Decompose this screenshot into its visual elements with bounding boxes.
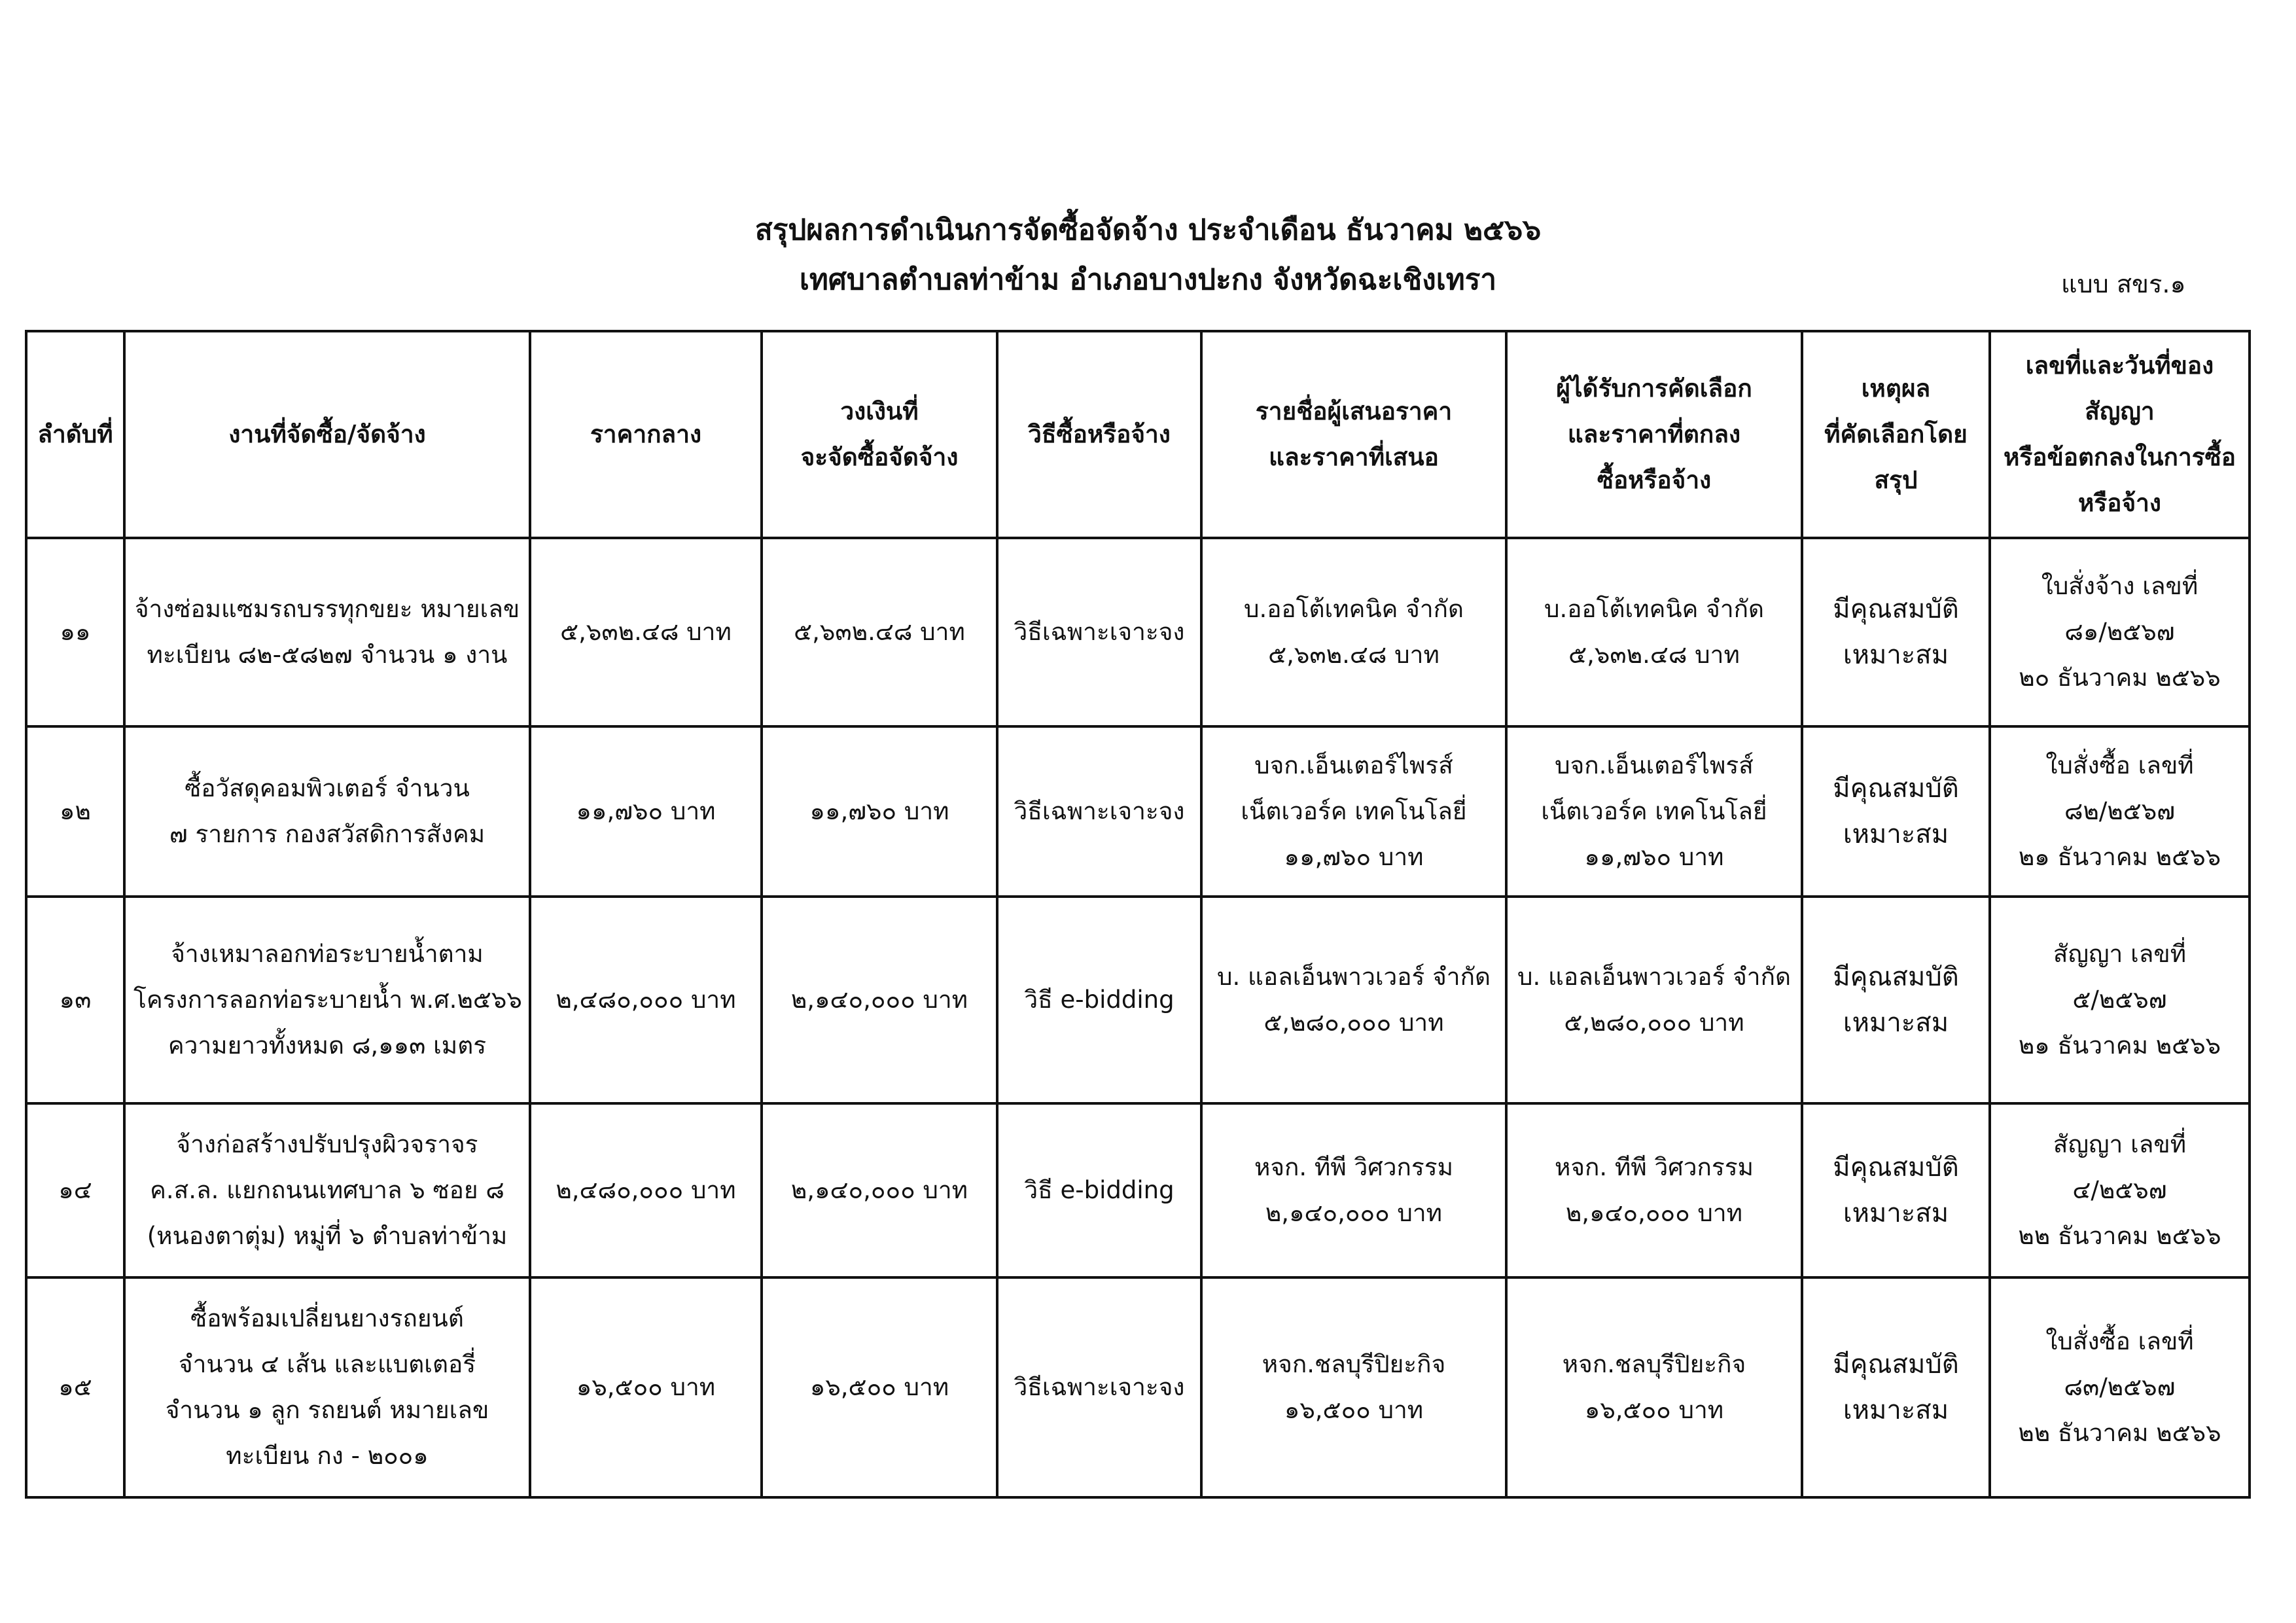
cell-selected <box>1506 1103 1802 1277</box>
procurement-table <box>25 330 2251 1499</box>
cell-text: เหมาะสม <box>1843 1198 1949 1228</box>
cell-budget <box>762 1103 997 1277</box>
cell-text: ๕,๖๓๒.๔๘ บาท <box>1268 641 1439 669</box>
cell-text: สัญญา <box>2085 397 2155 425</box>
cell-text: ๒๒ ธันวาคม ๒๕๖๖ <box>2018 1222 2221 1250</box>
cell-budget <box>762 1277 997 1497</box>
cell-no <box>26 538 124 726</box>
col-header-median-price <box>530 331 762 538</box>
col-header-no <box>26 331 124 538</box>
cell-text: ๑๖,๕๐๐ บาท <box>809 1373 949 1401</box>
cell-bidders <box>1201 1277 1506 1497</box>
cell-text: มีคุณสมบัติ <box>1833 962 1959 992</box>
cell-text: ๑๖,๕๐๐ บาท <box>1284 1396 1424 1424</box>
cell-work <box>124 897 530 1103</box>
cell-bidders <box>1201 726 1506 897</box>
cell-reason <box>1802 726 1990 897</box>
col-header-method <box>997 331 1201 538</box>
cell-text: จำนวน ๔ เส้น และแบตเตอรี่ <box>178 1350 476 1378</box>
cell-text: ใบสั่งซื้อ เลขที่ <box>2045 1327 2194 1355</box>
table-row <box>26 726 2250 897</box>
col-header-selected <box>1506 331 1802 538</box>
cell-text: ๑๑,๗๖๐ บาท <box>809 797 949 825</box>
cell-text: ๑๖,๕๐๐ บาท <box>576 1373 716 1401</box>
cell-no <box>26 726 124 897</box>
cell-method <box>997 1277 1201 1497</box>
cell-text: วิธี e-bidding <box>1024 986 1174 1014</box>
cell-text: ๒๐ ธันวาคม ๒๕๖๖ <box>2019 664 2221 692</box>
cell-text: ลำดับที่ <box>37 420 113 448</box>
cell-reason <box>1802 897 1990 1103</box>
col-header-bidders <box>1201 331 1506 538</box>
cell-bidders <box>1201 897 1506 1103</box>
cell-text: หจก. ทีพี วิศวกรรม <box>1254 1153 1454 1181</box>
cell-text: ๑๑,๗๖๐ บาท <box>1284 843 1424 871</box>
cell-text: เหมาะสม <box>1843 1008 1949 1038</box>
cell-text: ๑๔ <box>58 1176 92 1204</box>
cell-text: วิธีเฉพาะเจาะจง <box>1014 797 1185 825</box>
cell-median-price <box>530 1103 762 1277</box>
cell-text: ๑๕ <box>58 1373 92 1401</box>
cell-text: ๑๓ <box>59 986 92 1014</box>
col-header-budget <box>762 331 997 538</box>
cell-work <box>124 1277 530 1497</box>
cell-bidders <box>1201 1103 1506 1277</box>
cell-text: สัญญา เลขที่ <box>2053 940 2187 968</box>
cell-text: ๕,๒๘๐,๐๐๐ บาท <box>1263 1008 1444 1037</box>
cell-work <box>124 538 530 726</box>
col-header-reason <box>1802 331 1990 538</box>
cell-text: หจก.ชลบุรีปิยะกิจ <box>1262 1350 1446 1378</box>
cell-text: ซื้อหรือจ้าง <box>1597 466 1712 494</box>
col-header-contract <box>1990 331 2250 538</box>
cell-text: ทะเบียน กง - ๒๐๐๑ <box>226 1442 429 1470</box>
cell-text: ๑๒ <box>60 797 91 825</box>
cell-text: หรือข้อตกลงในการซื้อ <box>2004 443 2236 471</box>
cell-text: วงเงินที่ <box>840 397 919 425</box>
cell-text: จ้างก่อสร้างปรับปรุงผิวจราจร <box>176 1130 478 1158</box>
cell-text: บ.ออโต้เทคนิค จำกัด <box>1243 595 1464 623</box>
cell-median-price <box>530 897 762 1103</box>
cell-text: และราคาที่ตกลง <box>1567 420 1741 448</box>
cell-text: ๒๒ ธันวาคม ๒๕๖๖ <box>2018 1419 2221 1447</box>
cell-contract <box>1990 1103 2250 1277</box>
cell-text: ๘๓/๒๕๖๗ <box>2064 1373 2176 1401</box>
cell-text: ๘๑/๒๕๖๗ <box>2064 618 2175 646</box>
cell-text: ค.ส.ล. แยกถนนเทศบาล ๖ ซอย ๘ <box>150 1176 504 1204</box>
cell-text: บ. แอลเอ็นพาวเวอร์ จำกัด <box>1517 963 1792 991</box>
cell-contract <box>1990 897 2250 1103</box>
cell-no <box>26 1103 124 1277</box>
cell-text: มีคุณสมบัติ <box>1833 1349 1959 1380</box>
cell-text: ๒,๑๔๐,๐๐๐ บาท <box>1565 1199 1743 1227</box>
cell-text: ๔/๒๕๖๗ <box>2072 1176 2167 1204</box>
cell-text: ซื้อพร้อมเปลี่ยนยางรถยนต์ <box>190 1304 464 1332</box>
cell-text: ที่คัดเลือกโดย <box>1824 420 1968 448</box>
cell-selected <box>1506 726 1802 897</box>
cell-text: ๒,๑๔๐,๐๐๐ บาท <box>790 1176 968 1204</box>
cell-text: ผู้ได้รับการคัดเลือก <box>1556 374 1752 402</box>
cell-no <box>26 1277 124 1497</box>
cell-selected <box>1506 1277 1802 1497</box>
cell-text: ๗ รายการ กองสวัสดิการสังคม <box>169 820 486 848</box>
page-subtitle: เทศบาลตำบลท่าข้าม อำเภอบางปะกง จังหวัดฉะเชิงเทรา <box>799 263 1497 296</box>
cell-method <box>997 1103 1201 1277</box>
page-title: สรุปผลการดำเนินการจัดซื้อจัดจ้าง ประจำเดือน ธันวาคม ๒๕๖๖ <box>754 213 1542 247</box>
table-row <box>26 1103 2250 1277</box>
cell-text: มีคุณสมบัติ <box>1833 594 1959 624</box>
table-body <box>26 538 2250 1497</box>
cell-text: ๒,๑๔๐,๐๐๐ บาท <box>1265 1199 1443 1227</box>
cell-text: บ. แอลเอ็นพาวเวอร์ จำกัด <box>1216 963 1491 991</box>
cell-text: เน็ตเวอร์ค เทคโนโลยี่ <box>1541 797 1767 825</box>
cell-text: ๑๑,๗๖๐ บาท <box>1584 843 1724 871</box>
cell-budget <box>762 538 997 726</box>
cell-text: ความยาวทั้งหมด ๘,๑๑๓ เมตร <box>168 1031 487 1060</box>
cell-text: ๑๖,๕๐๐ บาท <box>1584 1396 1724 1424</box>
cell-text: ใบสั่งซื้อ เลขที่ <box>2045 751 2194 779</box>
cell-work <box>124 1103 530 1277</box>
cell-text: วิธีเฉพาะเจาะจง <box>1014 618 1185 646</box>
cell-text: ๒,๔๘๐,๐๐๐ บาท <box>556 1176 736 1204</box>
cell-text: โครงการลอกท่อระบายน้ำ พ.ศ.๒๕๖๖ <box>133 986 522 1014</box>
cell-selected <box>1506 538 1802 726</box>
cell-work <box>124 726 530 897</box>
cell-text: บจก.เอ็นเตอร์ไพรส์ <box>1555 751 1754 779</box>
cell-method <box>997 538 1201 726</box>
cell-text: มีคุณสมบัติ <box>1833 774 1959 804</box>
cell-text: ราคากลาง <box>590 420 702 448</box>
table-row <box>26 897 2250 1103</box>
cell-budget <box>762 897 997 1103</box>
cell-contract <box>1990 1277 2250 1497</box>
cell-method <box>997 897 1201 1103</box>
cell-method <box>997 726 1201 897</box>
cell-budget <box>762 726 997 897</box>
cell-text: ๕/๒๕๖๗ <box>2072 986 2167 1014</box>
cell-reason <box>1802 538 1990 726</box>
cell-text: จ้างเหมาลอกท่อระบายน้ำตาม <box>171 940 484 968</box>
cell-text: วิธี e-bidding <box>1024 1176 1174 1204</box>
cell-text: ทะเบียน ๘๒-๕๘๒๗ จำนวน ๑ งาน <box>147 641 508 669</box>
cell-text: หรือจ้าง <box>2077 489 2161 517</box>
table-header-row <box>26 331 2250 538</box>
cell-text: ๘๒/๒๕๖๗ <box>2064 797 2176 825</box>
cell-text: ๕,๖๓๒.๔๘ บาท <box>794 618 965 646</box>
cell-text: (หนองตาตุ่ม) หมู่ที่ ๖ ตำบลท่าข้าม <box>147 1222 508 1250</box>
cell-text: วิธีเฉพาะเจาะจง <box>1014 1373 1185 1401</box>
cell-text: สรุป <box>1874 466 1918 494</box>
cell-text: ๑๑,๗๖๐ บาท <box>576 797 716 825</box>
cell-text: มีคุณสมบัติ <box>1833 1152 1959 1183</box>
cell-selected <box>1506 897 1802 1103</box>
cell-text: ๕,๖๓๒.๔๘ บาท <box>1568 641 1740 669</box>
cell-text: จะจัดซื้อจัดจ้าง <box>800 443 959 471</box>
table-row <box>26 538 2250 726</box>
cell-text: เหมาะสม <box>1843 1395 1949 1425</box>
cell-text: จ้างซ่อมแซมรถบรรทุกขยะ หมายเลข <box>134 595 520 623</box>
cell-text: สัญญา เลขที่ <box>2053 1130 2187 1158</box>
cell-median-price <box>530 726 762 897</box>
cell-text: จำนวน ๑ ลูก รถยนต์ หมายเลข <box>165 1396 489 1424</box>
cell-text: งานที่จัดซื้อ/จัดจ้าง <box>228 420 426 448</box>
cell-text: ๕,๒๘๐,๐๐๐ บาท <box>1564 1008 1744 1037</box>
cell-text: บจก.เอ็นเตอร์ไพรส์ <box>1254 751 1453 779</box>
cell-text: เหมาะสม <box>1843 640 1949 670</box>
cell-text: ๒๑ ธันวาคม ๒๕๖๖ <box>2018 843 2221 871</box>
cell-contract <box>1990 726 2250 897</box>
cell-no <box>26 897 124 1103</box>
cell-median-price <box>530 538 762 726</box>
cell-contract <box>1990 538 2250 726</box>
cell-reason <box>1802 1103 1990 1277</box>
cell-text: ๒,๔๘๐,๐๐๐ บาท <box>556 986 736 1014</box>
cell-bidders <box>1201 538 1506 726</box>
cell-text: หจก. ทีพี วิศวกรรม <box>1554 1153 1754 1181</box>
cell-text: หจก.ชลบุรีปิยะกิจ <box>1562 1350 1746 1378</box>
cell-text: เหตุผล <box>1861 374 1931 402</box>
cell-text: ๑๑ <box>60 618 91 646</box>
cell-text: เหมาะสม <box>1843 819 1949 849</box>
cell-text: ๒,๑๔๐,๐๐๐ บาท <box>790 986 968 1014</box>
cell-text: ๒๑ ธันวาคม ๒๕๖๖ <box>2018 1031 2221 1060</box>
cell-text: และราคาที่เสนอ <box>1269 443 1439 471</box>
table-row <box>26 1277 2250 1497</box>
cell-text: เลขที่และวันที่ของ <box>2025 351 2214 380</box>
col-header-work <box>124 331 530 538</box>
cell-text: วิธีซื้อหรือจ้าง <box>1028 420 1171 448</box>
cell-text: ซื้อวัสดุคอมพิวเตอร์ จำนวน <box>185 774 470 802</box>
cell-text: รายชื่อผู้เสนอราคา <box>1255 397 1453 425</box>
cell-text: เน็ตเวอร์ค เทคโนโลยี่ <box>1241 797 1467 825</box>
cell-text: ๕,๖๓๒.๔๘ บาท <box>560 618 732 646</box>
cell-text: ใบสั่งจ้าง เลขที่ <box>2041 572 2199 600</box>
cell-median-price <box>530 1277 762 1497</box>
cell-reason <box>1802 1277 1990 1497</box>
form-code: แบบ สขร.๑ <box>2061 270 2186 298</box>
cell-text: บ.ออโต้เทคนิค จำกัด <box>1544 595 1765 623</box>
